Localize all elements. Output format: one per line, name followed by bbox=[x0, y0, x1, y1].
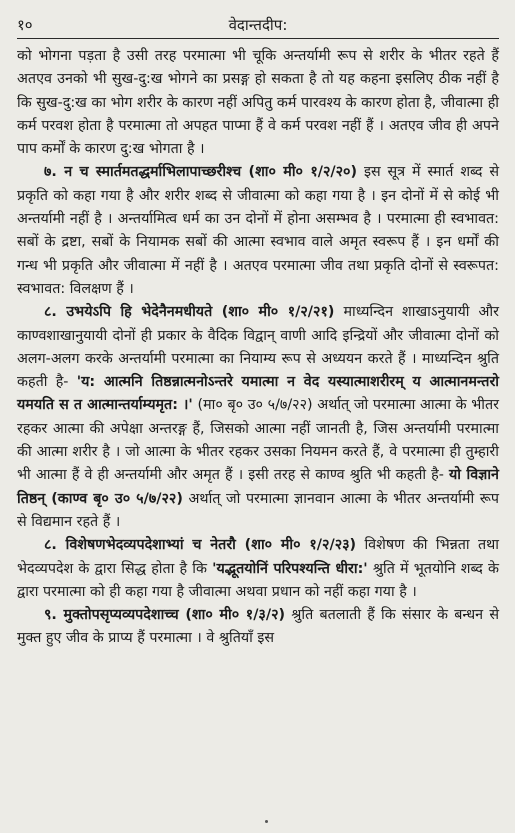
bold-text: 'य: आत्मनि तिष्ठन्नात्मनोऽन्तरे यमात्मा न वेद यस्यात्माशरीरम् य आत्मानमन्तरो यमयति स त आत्मान्तर्याम्यमृत: ।' bbox=[17, 374, 500, 414]
bold-text: ९. मुक्तोपसृप्यव्यपदेशाच्च (शा० मी० १/३/२) bbox=[44, 607, 286, 624]
paragraph bbox=[17, 45, 499, 161]
text-run: इस सूत्र में स्मार्त शब्द से प्रकृति को कहा गया है और शरीर शब्द से जीवात्मा को कहा गया है । इन दोनों में से कोई भी अन्तर्यामी नहीं है । अन्तर्यामित्व धर्म का उन दोनों में होना असम्भव है । परमात्मा ही स्वभावत: सबों के द्रष्टा, सबों के नियामक सबों की आत्मा स्वभाव वाले अमृत स्वरूप हैं । इन धर्मों की गन्ध भी प्रकृति और जीवात्मा में नहीं है । अतएव परमात्मा जीव तथा प्रकृति दोनों से स्वरूपत: स्वभावत: विलक्षण हैं । bbox=[17, 164, 499, 297]
print-dot bbox=[265, 820, 268, 823]
paragraph bbox=[17, 604, 499, 651]
paragraph bbox=[17, 534, 499, 604]
bold-text: यो विज्ञाने तिष्ठन् (काण्व बृ० उ० ५/७/२२) bbox=[17, 467, 499, 507]
text-run: अर्थात् जो परमात्मा ज्ञानवान आत्मा के भीतर अन्तर्यामी रूप से विद्यमान रहते हैं । bbox=[17, 490, 499, 530]
paragraph bbox=[17, 301, 499, 534]
bold-text: ८. विशेषणभेदव्यपदेशाभ्यां च नेतरौ (शा० मी० १/२/२३) bbox=[44, 537, 357, 554]
page-header bbox=[17, 16, 499, 39]
bold-text: 'यद्भूतयोनिं परिपश्यन्ति धीरा:' bbox=[212, 560, 368, 577]
bold-text: ८. उभयेऽपि हि भेदेनैनमधीयते (शा० मी० १/२/२१) bbox=[44, 304, 335, 321]
page-number: १० bbox=[17, 16, 33, 34]
paragraph bbox=[17, 161, 499, 301]
text-run: को भोगना पड़ता है उसी तरह परमात्मा भी चूकि अन्तर्यामी रूप से शरीर के भीतर रहते हैं अतएव उनको भी सुख-दु:ख भोगने का प्रसङ्ग हो सकता है तो यह कहना इसलिए ठीक नहीं है कि सुख-दु:ख का भोग शरीर के कारण नहीं अपितु कर्म पारवश्य के कारण होता है, जीवात्मा ही कर्म परवश होता है परमात्मा तो अपहत पाप्मा हैं वे कर्म परवश नहीं हैं । अतएव जीव ही अपने पाप कर्मों के कारण दु:ख भोगता है । bbox=[17, 48, 499, 158]
bold-text: ७. न च स्मार्तमतद्धर्माभिलापाच्छरीश्च (शा० मी० १/२/२०) bbox=[44, 164, 358, 181]
text-run: (मा० बृ० उ० ५/७/२२) अर्थात् जो परमात्मा आत्मा के भीतर रहकर आत्मा की अपेक्षा अन्तरङ्ग हैं, जिसको आत्मा नहीं जानती है, जिस अन्तर्यामी परमात्मा की आत्मा शरीर है । जो आत्मा के भीतर रहकर उसका नियमन करते हैं, वे परमात्मा ही तुम्हारी भी आत्मा हैं वे ही अन्तर्यामी और अमृत हैं । इसी तरह से काण्व श्रुति भी कहती है- bbox=[17, 397, 499, 484]
text-run: माध्यन्दिन शाखाऽनुयायी और काण्वशाखानुयायी दोनों ही प्रकार के वैदिक विद्वान् वाणी आदि इन्द्रियों और जीवात्मा दोनों को अलग-अलग करके अन्तर्यामी परमात्मा का नियाम्य रूप से अध्ययन करते हैं । माध्यन्दिन श्रुति कहती है- bbox=[17, 304, 499, 391]
text-run: श्रुति में भूतयोनि शब्द के द्वारा परमात्मा को ही कहा गया है जीवात्मा अथवा प्रधान को नहीं कहा गया है । bbox=[17, 560, 499, 600]
text-run: श्रुति बतलाती हैं कि संसार के बन्धन से मुक्त हुए जीव के प्राप्य हैं परमात्मा । वे श्रुतियाँ इस bbox=[17, 607, 499, 647]
text-run: विशेषण की भिन्नता तथा भेदव्यपदेश के द्वारा सिद्ध होता है कि bbox=[17, 537, 499, 577]
body-text bbox=[17, 45, 499, 651]
running-title: वेदान्तदीप: bbox=[228, 16, 288, 34]
